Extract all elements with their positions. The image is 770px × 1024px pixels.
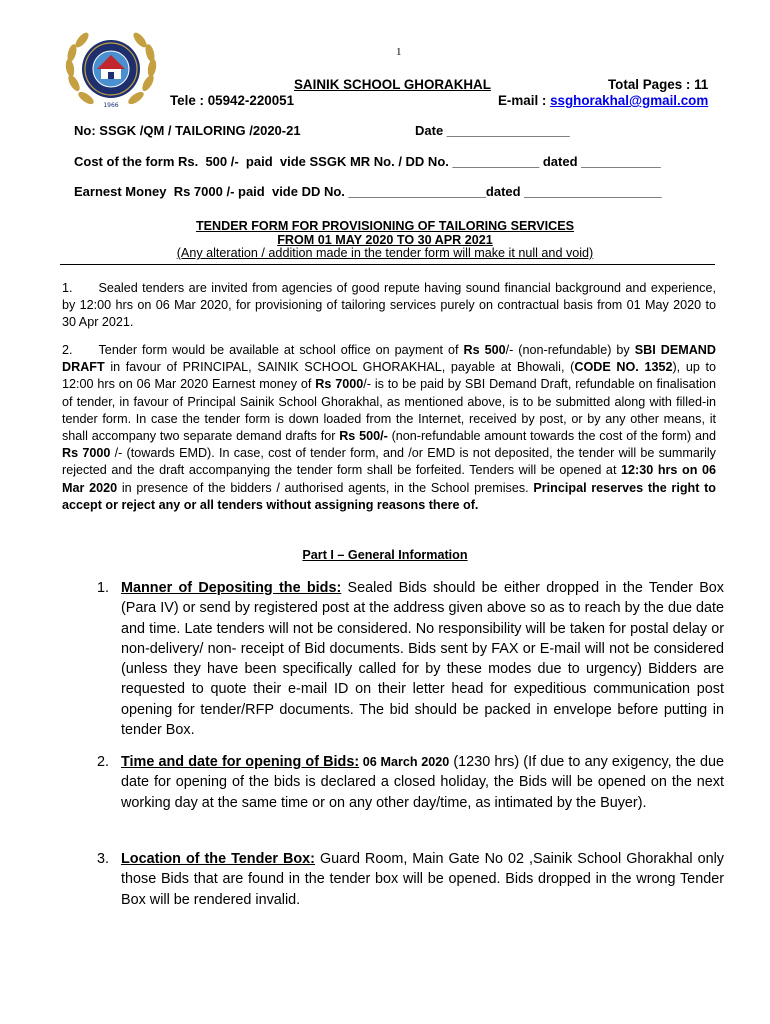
form-number: No: SSGK /QM / TAILORING /2020-21 — [74, 123, 301, 138]
logo-year: 1966 — [103, 102, 119, 109]
para-1-num: 1. — [62, 281, 73, 295]
para-2-bold: Rs 7000 — [62, 446, 111, 461]
para-2-bold: 12:30 hrs on 06 Mar 2020 — [62, 463, 716, 495]
para-2-text: in favour of PRINCIPAL, SAINIK SCHOOL GHORAKHAL, payable at Bhowali, ( — [104, 360, 575, 375]
item-text: Sealed Bids should be either dropped in the Tender Box (Para IV) or send by registered post at the address given above so as to reach by the due date and time. Late tenders will not be considered. No responsibility will be taken for postal delay or non-delivery/ non- receipt of Bid documents. Bids sent by FAX or E-mail will not be considered (unless they have been specifically called for by these modes due to urgency) Bidders are requested to quote their e-mail ID on their letter head for expeditious communication post opening for tender/RFP documents. The bid should be packed in envelope before putting in tender Box. — [121, 580, 724, 739]
list-item — [97, 578, 724, 740]
tender-note: (Any alteration / addition made in the tender form will make it null and void) — [176, 246, 594, 260]
page-number: 1 — [396, 46, 402, 58]
item-number: 2. — [97, 754, 110, 770]
item-heading: Time and date for opening of Bids: — [121, 754, 360, 770]
para-2-bold: Rs 7000 — [315, 377, 364, 392]
item-heading: Manner of Depositing the bids: — [121, 580, 342, 596]
para-2-bold: CODE NO. 1352 — [574, 360, 673, 375]
para-2-text: in presence of the bidders / authorised agents, in the School premises. — [117, 480, 534, 495]
para-2-bold: Rs 500 — [463, 343, 506, 357]
item-number: 3. — [97, 851, 110, 867]
para-2-bold: Rs 500/- — [339, 429, 388, 444]
item-bold: 06 March 2020 — [359, 755, 450, 769]
earnest-money-line[interactable]: Earnest Money Rs 7000 /- paid vide DD No. ___________________dated ___________________ — [74, 184, 662, 199]
tender-period: FROM 01 MAY 2020 TO 30 APR 2021 — [277, 233, 493, 247]
email-line — [498, 93, 708, 108]
date-field[interactable]: Date _________________ — [415, 123, 570, 138]
item-text: (1230 hrs) (If due to any exigency, the due date for opening of the bids is declared a closed holiday, the Bids will be opened on the next working day at the same time or on any other day/time, as intimated by the Buyer). — [121, 754, 724, 811]
para-2-text: /- (towards EMD). In case, cost of tender form, and /or EMD is not deposited, the tender will be summarily rejected and the draft accompanying the tender form shall be forfeited. Tenders will be opened at — [62, 446, 716, 478]
tender-title: TENDER FORM FOR PROVISIONING OF TAILORING SERVICES — [195, 219, 575, 233]
total-pages: Total Pages : 11 — [608, 77, 709, 92]
para-2-num: 2. — [62, 343, 73, 357]
school-name: SAINIK SCHOOL GHORAKHAL — [294, 77, 491, 92]
para-2 — [62, 342, 716, 514]
para-1-text: Sealed tenders are invited from agencies of good repute having sound financial background and experience, by 12:00 hrs on 06 Mar 2020, for provisioning of tailoring services purely on contractual basis from 01 May 2020 to 30 Apr 2021. — [62, 281, 716, 330]
list-item — [97, 752, 724, 813]
email-label: E-mail : — [498, 93, 551, 108]
para-2-text: /- is to be paid by SBI Demand Draft, refundable on finalisation of tender, in favour of Principal Sainik School Ghorakhal, as mentioned above, is to be submitted along with filled-in tender form. In case the tender form is down loaded from the Internet, received by post, or by any other means, it shall accompany two separate demand drafts for — [62, 377, 716, 444]
para-2-text: (non-refundable amount towards the cost of the form) and — [387, 429, 716, 444]
para-2-text: Tender form would be available at school office on payment of — [98, 343, 464, 357]
para-2-bold: SBI DEMAND DRAFT — [62, 343, 717, 375]
list-item — [97, 849, 724, 910]
item-text: Guard Room, Main Gate No 02 ,Sainik School Ghorakhal only those Bids that are found in the tender box will be opened. Bids dropped in the wrong Tender Box will be rendered invalid. — [121, 851, 724, 908]
item-heading: Location of the Tender Box: — [121, 851, 315, 867]
divider — [60, 264, 715, 265]
telephone: Tele : 05942-220051 — [170, 93, 295, 108]
para-2-bold: Principal reserves the right to accept or reject any or all tenders without assigning reasons there of. — [62, 480, 717, 512]
form-cost-line[interactable]: Cost of the form Rs. 500 /- paid vide SSGK MR No. / DD No. ____________ dated ___________ — [74, 154, 661, 169]
para-2-text: ), up to 12:00 hrs on 06 Mar 2020 Earnest money of — [62, 360, 716, 392]
item-number: 1. — [97, 580, 110, 596]
para-2-text: /- (non-refundable) by — [505, 343, 635, 357]
part-1-heading: Part I – General Information — [302, 548, 468, 562]
school-logo — [64, 28, 158, 112]
para-1 — [62, 280, 716, 332]
email-link[interactable]: ssghorakhal@gmail.com — [550, 93, 709, 108]
